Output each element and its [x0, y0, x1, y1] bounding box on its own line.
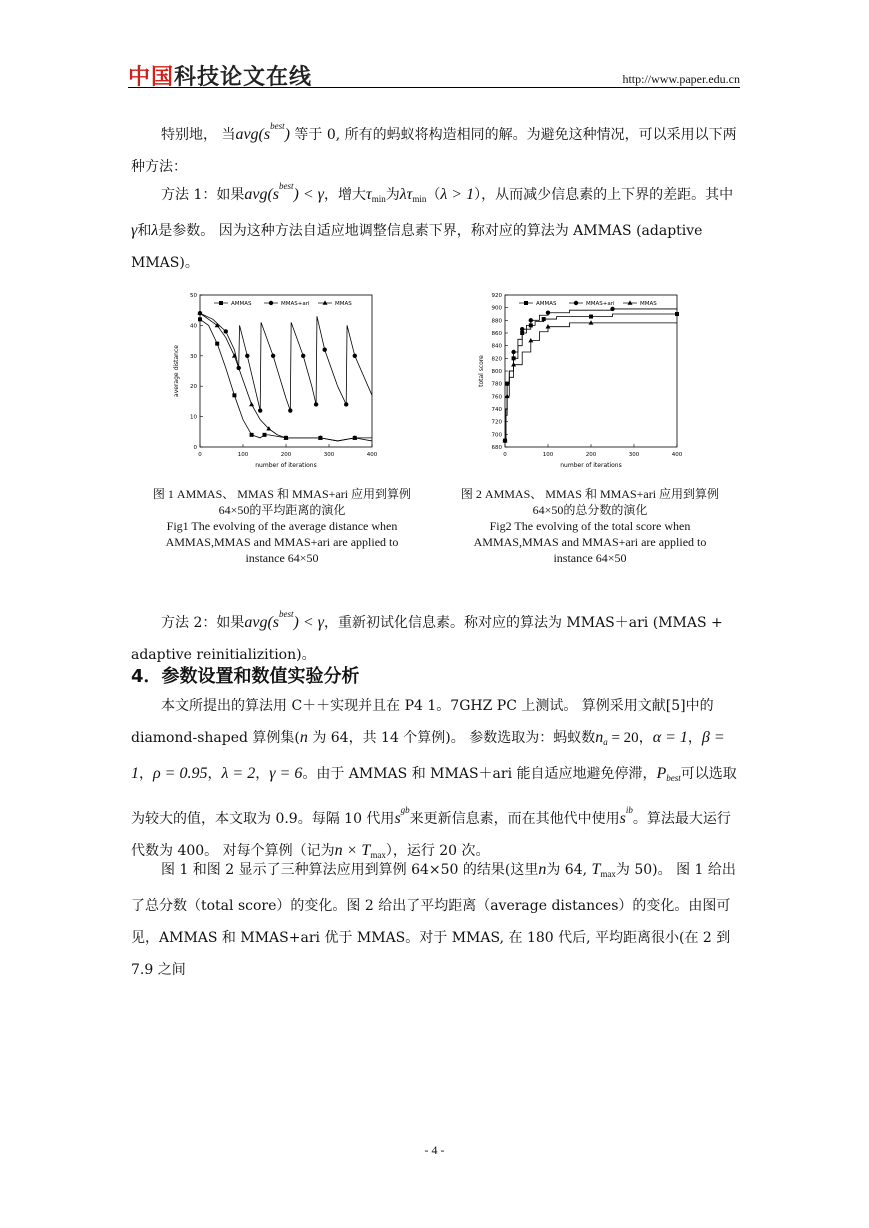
- page-header: [128, 60, 740, 88]
- figure-1-caption: [148, 486, 416, 566]
- x-tick-label: 300: [323, 452, 335, 458]
- legend-marker: [219, 301, 223, 305]
- figure-2-caption-cn: 图 2 AMMAS、 MMAS 和 MMAS+ari 应用到算例64×50的总分数的演化: [460, 487, 720, 517]
- legend-marker: [524, 301, 528, 305]
- series-point: [263, 433, 267, 437]
- x-axis-label: number of iterations: [255, 462, 317, 469]
- legend-label: MMAS+ari: [281, 301, 310, 307]
- section-heading: 4．参数设置和数值实验分析: [131, 666, 360, 687]
- series-point: [505, 381, 509, 385]
- legend-marker: [269, 301, 273, 305]
- y-tick-label: 880: [491, 318, 502, 325]
- x-tick-label: 0: [503, 452, 507, 458]
- series-line: [200, 313, 372, 410]
- series-point: [323, 348, 327, 352]
- series-point: [232, 393, 236, 397]
- legend-label: AMMAS: [231, 301, 252, 307]
- series-point: [224, 329, 228, 333]
- y-tick-label: 780: [491, 381, 502, 388]
- series-line: [505, 314, 677, 441]
- y-axis-label: average distance: [173, 345, 180, 397]
- series-point: [546, 311, 550, 315]
- y-tick-label: 0: [193, 445, 197, 451]
- x-tick-label: 100: [542, 452, 554, 458]
- page-number: - 4 -: [424, 1143, 445, 1157]
- series-point: [215, 342, 219, 346]
- legend-label: AMMAS: [536, 301, 557, 307]
- figure-1-caption-cn: 图 1 AMMAS、 MMAS 和 MMAS+ari 应用到算例64×50的平均距离的演化: [152, 487, 412, 517]
- series-point: [250, 433, 254, 437]
- series-point: [546, 324, 551, 328]
- series-point: [198, 317, 202, 321]
- figure-1-caption-en: Fig1 The evolving of the average distance when AMMAS,MMAS and MMAS+ari are applied to instance 64×50: [165, 519, 399, 565]
- series-point: [301, 354, 305, 358]
- average-distance-chart: [152, 275, 406, 475]
- header-rule: [128, 87, 740, 88]
- series-point: [610, 307, 614, 311]
- y-tick-label: 820: [491, 356, 502, 363]
- y-tick-label: 800: [491, 369, 502, 375]
- legend-label: MMAS: [640, 301, 657, 307]
- x-tick-label: 100: [237, 452, 249, 458]
- x-tick-label: 200: [280, 452, 292, 458]
- paragraph-4: 本文所提出的算法用 C＋＋实现并且在 P4 1。7GHZ PC 上测试。 算例采用文献[5]中的 diamond-shaped 算例集(n 为 64，共 14 个算例)。 参数选取为：蚂蚁数$n_a = 20$，α = 1，β = 1，ρ = 0.95，λ = 2，γ = 6。由于 AMMAS 和 MMAS＋ari 能自适应地避免停滞，$P_{best}$可以选取为较大的值，本文取为 0.9。每隔 10 代用$s^{gb}$来更新信息素，而在其他代中使用$s^{ib}$。算法最大运行代数为 400。 对每个算例（记为$n \times T_{max}$），运行 20 次。: [131, 698, 737, 860]
- y-tick-label: 720: [491, 419, 502, 426]
- x-tick-label: 400: [671, 452, 683, 458]
- legend-marker: [628, 300, 633, 304]
- figure-2-caption: [456, 486, 724, 566]
- x-tick-label: 400: [366, 452, 378, 458]
- y-tick-label: 50: [190, 293, 197, 299]
- series-point: [271, 354, 275, 358]
- header-url[interactable]: http://www.paper.edu.cn: [622, 72, 740, 86]
- y-tick-label: 740: [491, 407, 502, 413]
- y-tick-label: 40: [190, 323, 197, 330]
- series-point: [511, 350, 515, 354]
- y-tick-label: 10: [190, 414, 197, 421]
- series-point: [249, 402, 254, 406]
- series-point: [288, 408, 292, 412]
- y-tick-label: 760: [491, 394, 502, 401]
- paragraph-3: 方法 2：如果$avg(s^{best}) < \gamma$，重新初试化信息素。称对应的算法为 MMAS＋ari (MMAS + adaptive reinitializition)。: [131, 609, 723, 663]
- x-tick-label: 0: [198, 452, 202, 458]
- series-point: [542, 317, 546, 321]
- x-axis-label: number of iterations: [560, 462, 622, 469]
- legend-marker: [323, 300, 328, 304]
- series-point: [520, 327, 524, 331]
- y-tick-label: 840: [491, 343, 502, 350]
- y-tick-label: 680: [491, 445, 502, 451]
- series-point: [529, 318, 533, 322]
- series-point: [314, 402, 318, 406]
- journal-logo: 中国科技论文在线: [128, 65, 313, 90]
- y-axis-label: total score: [478, 355, 485, 387]
- y-tick-label: 860: [491, 331, 502, 337]
- series-point: [353, 354, 357, 358]
- series-point: [258, 408, 262, 412]
- figure-2-caption-en: Fig2 The evolving of the total score when AMMAS,MMAS and MMAS+ari are applied to instance 64×50: [473, 519, 707, 565]
- x-tick-label: 200: [585, 452, 597, 458]
- legend-label: MMAS: [335, 301, 352, 307]
- legend-marker: [574, 301, 578, 305]
- series-point: [344, 402, 348, 406]
- series-point: [675, 312, 679, 316]
- y-tick-label: 920: [491, 293, 502, 299]
- total-score-chart: [457, 275, 711, 475]
- y-tick-label: 30: [190, 353, 197, 360]
- legend-label: MMAS+ari: [586, 301, 615, 307]
- y-tick-label: 900: [491, 305, 502, 312]
- y-tick-label: 700: [491, 432, 502, 439]
- y-tick-label: 20: [190, 384, 197, 391]
- paragraph-2: 方法 1：如果$avg(s^{best}) < \gamma$，增大$\tau_{min}$为$\lambda\tau_{min}(\lambda > 1)$，从而减少信息素的上下界的差距。其中γ和λ是参数。 因为这种方法自适应地调整信息素下界，称对应的算法为 AMMAS (adaptive MMAS)。: [131, 181, 734, 271]
- x-tick-label: 300: [628, 452, 640, 458]
- series-point: [245, 354, 249, 358]
- series-point: [589, 315, 593, 319]
- paragraph-1: 特别地， 当$avg(s^{best})$ 等于 0, 所有的蚂蚁将构造相同的解。为避免这种情况，可以采用以下两种方法：: [131, 121, 737, 175]
- paragraph-5: 图 1 和图 2 显示了三种算法应用到算例 64×50 的结果(这里n为 64, $T_{max}$为 50)。 图 1 给出了总分数（total score）的变化。图 2 给出了平均距离（average distances）的变化。由图可见，AMMAS 和 MMAS+ari 优于 MMAS。对于 MMAS, 在 180 代后, 平均距离很小(在 2 到 7.9 之间: [131, 861, 736, 978]
